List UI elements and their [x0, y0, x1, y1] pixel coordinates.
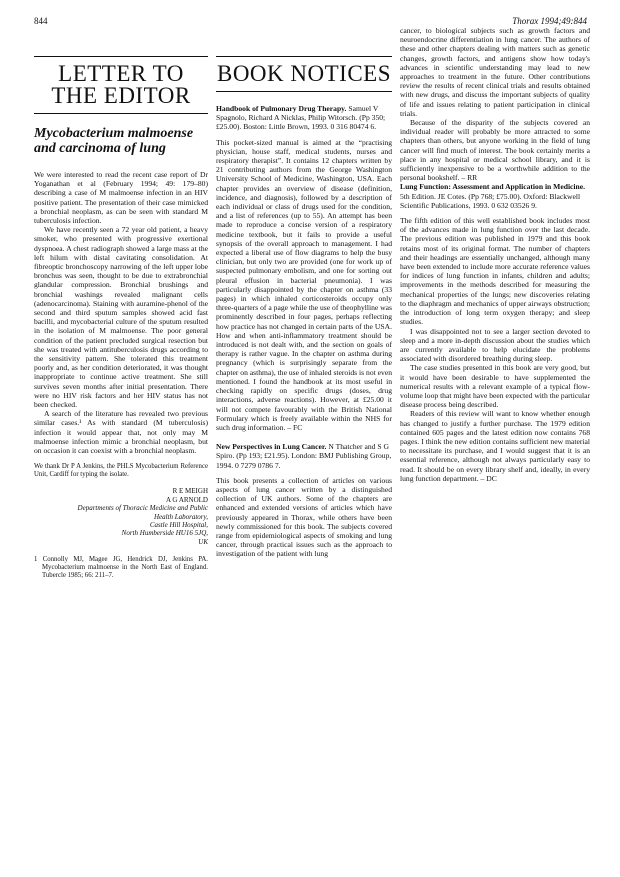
journal-reference: Thorax 1994;49:844 — [512, 16, 587, 26]
affiliation-line: North Humberside HU16 5JQ, — [121, 529, 208, 538]
book-details: Samuel V Spagnolo, Richard A Nicklas, Philip Witorsch. (Pp 350; £25.00). Boston: Little Brown, 1993. 0 316 80474 6. — [216, 104, 386, 132]
review-paragraph: The fifth edition of this well established book includes most of the advances made in lung function over the last decade. The previous edition was published in 1979 and this book retains most of its original format. The number of chapters and their headings are essentially unchanged, although many have been extended to include more accurate reference values for indices of lung function in infants, children and adults; improvements in the methods described for measuring the mechanical properties of the lungs; new discoveries relating to the diaphragm and mechanics of upper airways obstruction; the introduction of long term oxygen therapy; and sleep studies. — [400, 216, 590, 327]
book-notices-column — [216, 56, 392, 559]
review-paragraph: cancer, to biological subjects such as growth factors and neuroendocrine differentiation in lung cancer. The authors of these and other chapters dealing with matters such as genetic changes, growth factors, and antigens show how today's advances in scientific understanding may lead to new approaches to treatment in the future. Other contributions review the results of recent clinical trials and results obtained with new drugs, and discuss the important subjects of quality of life and issues relating to patient participation in clinical trials. — [400, 26, 590, 118]
letter-paragraph: We were interested to read the recent case report of Dr Yoganathan et al (February 1994; 49: 179–80) describing a case of M malmoense infection in an HIV positive patient. The presentation of their case mimicked a bronchial neoplasm, as can be seen with standard M tuberculosis infection. — [34, 170, 208, 226]
letter-title — [34, 126, 208, 156]
letter-paragraph: A search of the literature has revealed two previous similar cases.¹ As with standard (M tuberculosis) infection it would appear that, not only may M malmoense infection mimic a bronchial neoplasm, but on occasion it can coexist with a bronchial neoplasm. — [34, 409, 208, 456]
review-paragraph: I was disappointed not to see a larger section devoted to sleep and a more in-depth discussion about the studies which are currently available to help elucidate the problems associated with disordered breathing during sleep. — [400, 326, 590, 364]
review-paragraph: This pocket-sized manual is aimed at the “practising physician, house staff, medical students, nurses and respiratory therapist”. It contains 12 chapters written by 21 contributing authors from the George Washington University School of Medicine, Washington, USA. Each chapter provides an overview of disease (definition, incidence, and diagnosis), followed by a description of each individual or class of drugs used for the condition, and a list of references (up to 55). An attempt has been made to reproduce a concise version of a respiratory medicine textbook, but it fails to provide a useful synopsis of the overall approach to management. I had expected a liberal use of flow diagrams to help the busy clinician, but only two are provided (one for work up of suspected pulmonary embolism, and one for sorting out pleural effusion in bacterial pneumonia). I was particularly disappointed by the chapter on asthma (33 pages) in which inhaled corticosteroids occupy only three-quarters of a page while the use of theophylline was prominently described in four pages, perhaps reflecting how practice has not changed in certain parts of the USA. How and when anti-inflammatory treatment should be introduced is not dealt with, and the section on goals of therapy is rather vague. In the chapter on asthma during pregnancy (which is surprisingly separate from the chapter on asthma), the use of inhaled steroids is not even mentioned. I found the handbook at its most useful in checking rapidly on specific drugs (doses, drug interactions, adverse reactions). However, at £25.00 it will not compete favourably with the British National Formulary which is freely available within the NHS for such drug information. – FC — [216, 137, 392, 432]
book-title: Handbook of Pulmonary Drug Therapy. — [216, 104, 347, 113]
book-citation — [216, 104, 392, 132]
book-title: New Perspectives in Lung Cancer. — [216, 442, 327, 452]
affiliation-line: Castle Hill Hospital, — [149, 520, 208, 529]
letter-paragraph: We have recently seen a 72 year old patient, a heavy smoker, who presented with progressive exertional dyspnoea. A chest radiograph showed a large mass at the left hilum with distal cavitating consolidation. At fibreoptic bronchoscopy narrowing of the left upper lobe bronchus was seen, thought to be due to extrabronchial glandular compression. Bronchial brushings and bronchial washings revealed malignant cells (adenocarcinoma). Staining with auramine-phenol of the second and third sputum samples showed acid fast bacilli, and mycobacterial culture of the sputum resulted in the isolation of M malmoense. The poor general condition of the patient precluded surgical resection but she was treated with antituberculosis drugs according to the sensitivity pattern. She tolerated this treatment poorly and, as her condition deteriorated, it was thought inappropriate to continue active treatment. She still survives seven months after initial presentation. There were no HIV risk factors and her HIV status has not been checked. — [34, 225, 208, 410]
page-number: 844 — [34, 16, 48, 26]
review-paragraph: Readers of this review will want to know whether enough has changed to justify a further purchase. The 1979 edition contained 605 pages and the latest edition now contains 768 pages. I think the new edition contains sufficient new material to necessitate its purchase, and I would suggest that it is an essential reference, although not always particularly easy to read. It should be on every library shelf and, ideally, in every lung function department. – DC — [400, 409, 590, 483]
book-details: N Thatcher and S G Spiro. (Pp 193; £21.95). London: BMJ Publishing Group, 1994. 0 7279 0786 7. — [216, 442, 392, 470]
affiliation-line: UK — [198, 537, 208, 546]
letters-heading: LETTER TO THE EDITOR — [51, 61, 191, 108]
affiliation-line: Health Laboratory, — [153, 512, 208, 521]
letter-title-rest: and carcinoma of lung — [34, 141, 166, 156]
book-title: Lung Function: Assessment and Application in Medicine. — [400, 182, 586, 192]
book-citation — [216, 442, 392, 470]
affiliation-line: Departments of Thoracic Medicine and Public — [77, 504, 208, 513]
reference: 1 Connolly MJ, Magee JG, Hendrick DJ, Jenkins PA. Mycobacterium malmoense in the North East of England. Tubercle 1985; 66: 211–7. — [34, 556, 208, 580]
letter-authors — [34, 487, 208, 504]
continuation-column — [400, 26, 590, 483]
review-paragraph: This book presents a collection of articles on various aspects of lung cancer written by a distinguished collection of UK authors. Some of the chapters are enhanced and extended versions of articles which have previously appeared in Thorax, while others have been newly commissioned for this book. The subjects covered range from epidemiological aspects of smoking and lung cancer, through practical issues such as the approach to investigation of the patient with lung — [216, 475, 392, 559]
review-paragraph: The case studies presented in this book are very good, but it would have been desirable to have supplemented the numerical results with a relevant example of a typical flow-volume loop that might have been expected with the particular disease process being described. — [400, 363, 590, 410]
book-citation — [400, 182, 590, 210]
review-paragraph: Because of the disparity of the subjects covered an individual reader will probably be more attracted to some chapters than others, but anyone working in the field of lung cancer will find much of interest. The book certainly merits a place in any hospital or medical school library, and it is sufficiently inexpensive to be a worthwhile addition to the personal bookshelf. – RR — [400, 118, 590, 183]
acknowledgement: We thank Dr P A Jenkins, the PHLS Mycobacterium Reference Unit, Cardiff for typing the isolate. — [34, 463, 208, 479]
letter-title-species: Mycobacterium malmoense — [34, 126, 194, 141]
author-name: R E MEIGH — [172, 487, 208, 496]
letters-column — [34, 56, 208, 580]
book-notices-heading: BOOK NOTICES — [216, 61, 392, 86]
book-details: 5th Edition. JE Cotes. (Pp 768; £75.00). Oxford: Blackwell Scientific Publications, 1993. 0 632 03526 9. — [400, 191, 581, 210]
author-name: A G ARNOLD — [165, 495, 208, 504]
letter-affiliation — [34, 504, 208, 546]
